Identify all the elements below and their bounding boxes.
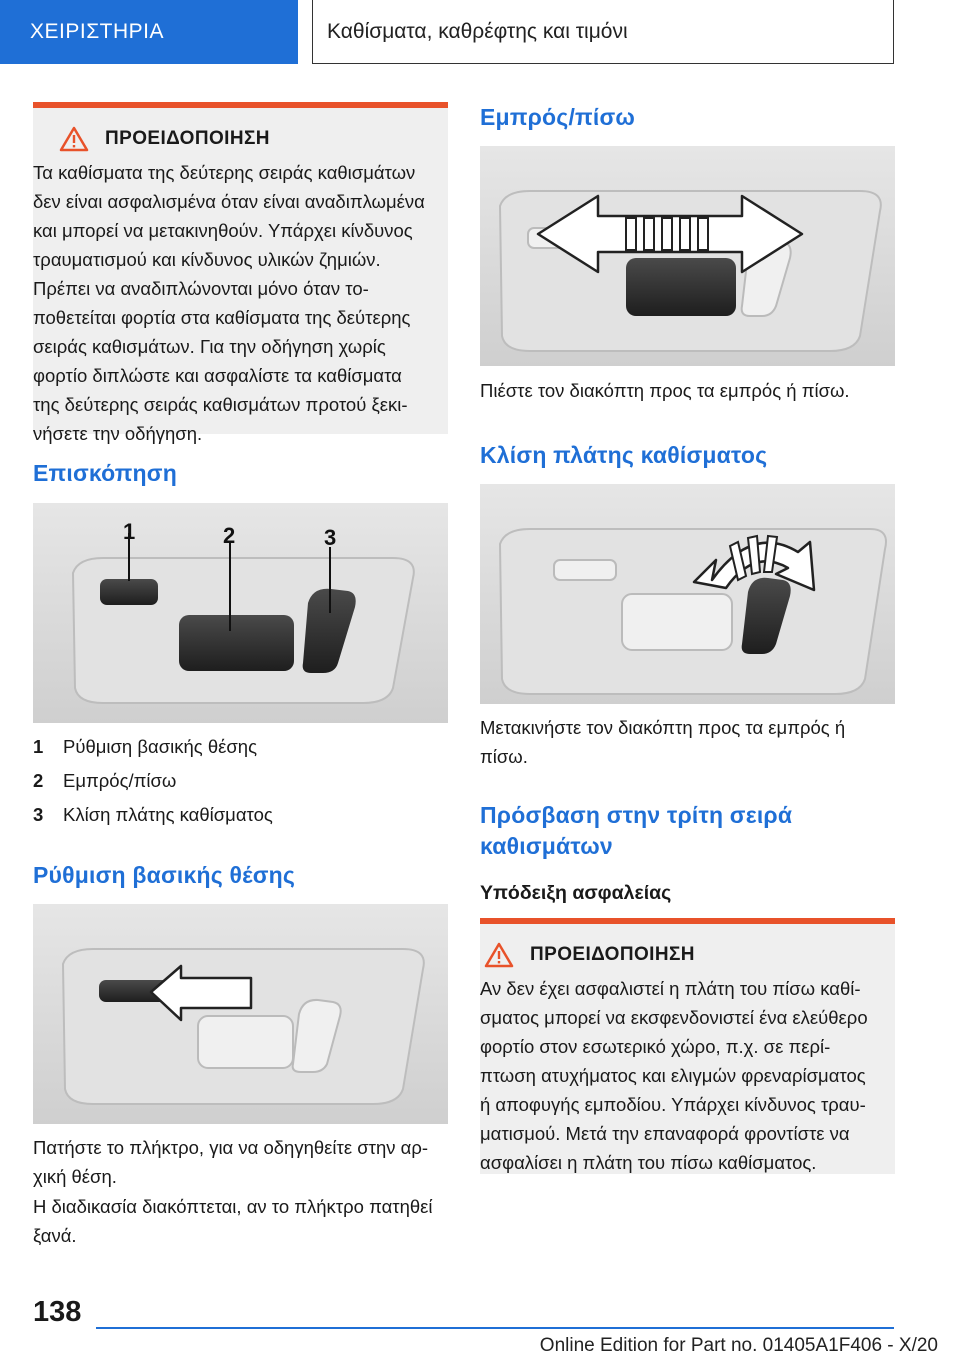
third-row-heading: Πρόσβαση στην τρίτη σειρά καθισμάτων (480, 802, 793, 859)
overview-heading: Επισκόπηση (33, 460, 177, 486)
memory-button (100, 579, 158, 605)
callout-2: 2 (223, 523, 236, 548)
backrest-text: Μετακινήστε τον διακόπτη προς τα εμπρός ή πίσω. (480, 717, 846, 767)
warning-text: Αν δεν έχει ασφαλιστεί η πλάτη του πίσω καθίσματος μπορεί να εκσφενδονιστεί ένα ελεύθερο φορτίο στον εσωτερικό χώρο, π.χ. σε περίπτωση ατυχήματος και ελιγμών φρεναρίσματος ή αποφυγής εμποδίου. Υπάρχει κίνδυνος τραυματισμού. Μετά την επαναφορά φροντίστε να ασφαλίσει η πλάτη του πίσω καθίσματος. (480, 978, 868, 1173)
warning-triangle-icon (484, 942, 514, 968)
legend-item (33, 798, 448, 832)
legend-label: Ρύθμιση βασικής θέσης (63, 736, 257, 757)
seat-cushion-switch (626, 258, 736, 316)
fore-aft-image (480, 146, 895, 366)
fore-aft-text: Πιέστε τον διακόπτη προς τα εμπρός ή πίσω. (480, 380, 850, 401)
basic-position-image (33, 904, 448, 1124)
seat-controls-overview-image (33, 503, 448, 723)
backrest-heading: Κλίση πλάτης καθίσματος (480, 442, 768, 468)
seat-cushion-switch (179, 615, 294, 671)
legend-number: 3 (33, 804, 44, 825)
legend-number: 1 (33, 736, 44, 757)
callout-3: 3 (324, 525, 337, 550)
edition-footer: Online Edition for Part no. 01405A1F406 - X/20 (539, 1335, 938, 1356)
chapter-title: Καθίσματα, καθρέφτης και τιμόνι (312, 0, 894, 64)
legend-item (33, 730, 448, 764)
backrest-image (480, 484, 895, 704)
legend-item (33, 764, 448, 798)
section-tab: ΧΕΙΡΙΣΤΗΡΙΑ (0, 0, 298, 64)
page-number: 138 (33, 1296, 82, 1328)
safety-note-heading: Υπόδειξη ασφαλείας (480, 882, 672, 904)
overview-legend (33, 730, 448, 832)
warning-box (33, 102, 448, 444)
warning-title: ΠΡΟΕΙΔΟΠΟΙΗΣΗ (105, 128, 270, 149)
callout-1: 1 (123, 519, 136, 544)
basic-position-heading: Ρύθμιση βασικής θέσης (33, 862, 296, 888)
legend-number: 2 (33, 770, 44, 791)
fore-aft-heading: Εμπρός/πίσω (480, 104, 636, 130)
warning-box (480, 918, 895, 1174)
legend-label: Κλίση πλάτης καθίσματος (63, 804, 273, 825)
basic-position-text-2: Η διαδικασία διακόπτεται, αν το πλήκτρο πατηθεί ξανά. (33, 1196, 433, 1246)
warning-triangle-icon (59, 126, 89, 152)
warning-title: ΠΡΟΕΙΔΟΠΟΙΗΣΗ (530, 944, 695, 965)
warning-text: Τα καθίσματα της δεύτερης σειράς καθισμάτων δεν είναι ασφαλισμένα όταν είναι αναδιπλωμένα και μπορεί να μετακινηθούν. Υπάρχει κίνδυνος τραυματισμού και κίνδυνος υλικών ζημιών. Πρέπει να αναδιπλώνονται μόνο όταν τοποθετείται φορτία στα καθίσματα της δεύτερης σειράς καθισμάτων. Για την οδήγηση χωρίς φορτίο διπλώστε και ασφαλίστε τα καθίσματα της δεύτερης σειράς καθισμάτων προτού ξεκινήσετε την οδήγηση. (33, 162, 425, 444)
legend-label: Εμπρός/πίσω (63, 770, 177, 791)
basic-position-text-1: Πατήστε το πλήκτρο, για να οδηγηθείτε στην αρχική θέση. (33, 1137, 429, 1187)
footer-divider (96, 1327, 894, 1329)
